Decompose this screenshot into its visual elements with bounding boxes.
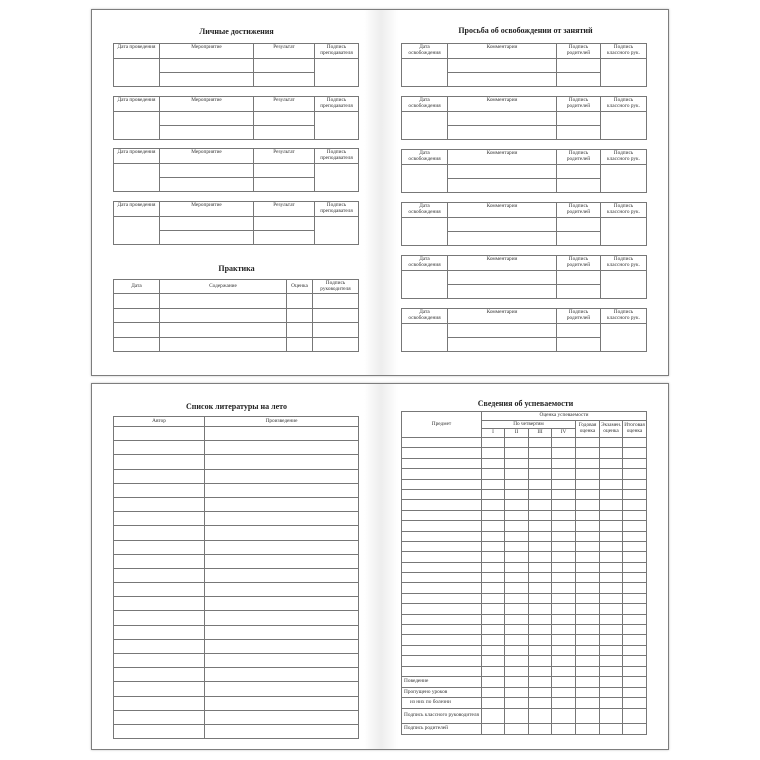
page-right-exemption [381,10,670,375]
table-row [114,696,359,710]
exemption-header-comment: Комментарии [448,203,557,218]
performance-row-behavior-label: Поведение [402,676,482,687]
diary-spread-top [91,9,669,376]
exemption-header-teacher-signature: Подпись классного рук. [601,203,647,218]
exemption-table [401,43,647,87]
exemption-table [401,149,647,193]
achievements-header-date: Дата проведения [114,202,160,217]
table-row [114,568,359,582]
table-row [402,112,647,126]
table-row [114,427,359,441]
table-row [402,271,647,285]
exemption-table [401,202,647,246]
performance-header-exam: Экзамен. оценка [600,421,623,438]
exemption-header-date: Дата освобождения [402,44,448,59]
table-row [114,710,359,724]
exemption-header-parent-signature: Подпись родителей [557,97,601,112]
page-left-reading-list [92,384,381,749]
achievements-header-result: Результат [254,149,315,164]
reading-header-author: Автор [114,417,205,427]
table-row [402,656,647,666]
performance-quarter-2: II [505,429,529,438]
table-row [114,512,359,526]
table-row [402,697,647,708]
table-row [114,668,359,682]
table-row [114,112,359,126]
table-row [114,654,359,668]
exemption-title: Просьба об освобождении от занятий [458,26,593,35]
exemption-header-teacher-signature: Подпись классного рук. [601,44,647,59]
exemption-header-parent-signature: Подпись родителей [557,44,601,59]
table-row [114,455,359,469]
performance-header-annual: Годовая оценка [576,421,600,438]
performance-row-missed-illness-label: из них по болезни [402,697,482,708]
exemption-header-date: Дата освобождения [402,309,448,324]
table-row [114,483,359,497]
exemption-header-parent-signature: Подпись родителей [557,203,601,218]
table-row [402,448,647,458]
exemption-header-date: Дата освобождения [402,256,448,271]
table-row [114,59,359,73]
achievements-table [113,43,359,87]
table-row [402,562,647,572]
table-row [402,500,647,510]
achievements-header-event: Мероприятие [160,149,254,164]
table-row [114,611,359,625]
performance-row-teacher-signature-label: Подпись классного руководителя [402,708,482,723]
exemption-header-date: Дата освобождения [402,203,448,218]
exemption-header-comment: Комментарии [448,256,557,271]
table-row [402,324,647,338]
table-row [402,458,647,468]
practice-table [113,279,359,352]
table-row [402,593,647,603]
table-row [114,338,359,352]
table-row [114,639,359,653]
table-row [114,497,359,511]
performance-header-quarters: По четвертям [482,421,576,429]
table-row [114,540,359,554]
achievements-header-signature: Подпись преподавателя [315,202,359,217]
table-row [402,510,647,520]
exemption-header-comment: Комментарии [448,309,557,324]
achievements-header-date: Дата проведения [114,44,160,59]
reading-header-work: Произведение [205,417,359,427]
reading-table [113,416,359,739]
exemption-header-teacher-signature: Подпись классного рук. [601,309,647,324]
table-row [114,526,359,540]
achievements-header-event: Мероприятие [160,97,254,112]
table-row [402,479,647,489]
practice-header-signature: Подпись руководителя [313,280,359,294]
exemption-header-comment: Комментарии [448,44,557,59]
performance-row-missed-lessons-label: Пропущено уроков [402,687,482,697]
achievements-header-signature: Подпись преподавателя [315,149,359,164]
practice-header-date: Дата [114,280,160,294]
table-row [402,531,647,541]
table-row [402,438,647,448]
performance-title: Сведения об успеваемости [477,399,574,408]
table-row [402,521,647,531]
table-row [402,165,647,179]
performance-row-parent-signature-label: Подпись родителей [402,723,482,734]
table-row [114,724,359,738]
table-row [402,541,647,551]
table-row [402,614,647,624]
reading-title: Список литературы на лето [186,402,287,411]
achievements-header-result: Результат [254,97,315,112]
table-row [402,552,647,562]
table-row [114,164,359,178]
exemption-table [401,255,647,299]
table-row [114,294,359,309]
table-row [114,469,359,483]
practice-header-grade: Оценка [287,280,313,294]
table-row [114,323,359,338]
table-row [402,625,647,635]
exemption-header-comment: Комментарии [448,150,557,165]
achievements-table [113,96,359,140]
exemption-header-teacher-signature: Подпись классного рук. [601,150,647,165]
exemption-header-date: Дата освобождения [402,150,448,165]
table-row [402,573,647,583]
table-row [402,645,647,655]
performance-header-final: Итоговая оценка [623,421,647,438]
practice-title: Практика [218,264,255,273]
achievements-header-result: Результат [254,202,315,217]
table-row [402,666,647,676]
achievements-header-date: Дата проведения [114,149,160,164]
practice-header-content: Содержание [160,280,287,294]
performance-table [401,411,647,735]
table-row [402,676,647,687]
table-row [114,441,359,455]
table-row [402,635,647,645]
achievements-header-signature: Подпись преподавателя [315,97,359,112]
exemption-header-parent-signature: Подпись родителей [557,256,601,271]
performance-quarter-1: I [482,429,505,438]
page-right-performance [381,384,670,749]
table-row [114,597,359,611]
table-row [402,489,647,499]
table-row [114,309,359,323]
table-row [402,469,647,479]
performance-header-grades: Оценка успеваемости [482,412,647,421]
table-row [402,59,647,73]
achievements-header-event: Мероприятие [160,202,254,217]
table-row [402,723,647,734]
table-row [114,682,359,696]
page-left-achievements [92,10,381,375]
table-row [402,708,647,723]
achievements-table [113,201,359,245]
achievements-table [113,148,359,192]
table-row [114,554,359,568]
exemption-header-parent-signature: Подпись родителей [557,150,601,165]
exemption-header-comment: Комментарии [448,97,557,112]
exemption-header-teacher-signature: Подпись классного рук. [601,256,647,271]
table-row [114,625,359,639]
achievements-title: Личные достижения [199,27,274,36]
table-row [402,687,647,697]
table-row [402,604,647,614]
table-row [402,218,647,232]
exemption-table [401,96,647,140]
exemption-header-date: Дата освобождения [402,97,448,112]
diary-spread-bottom [91,383,669,750]
exemption-header-teacher-signature: Подпись классного рук. [601,97,647,112]
exemption-table [401,308,647,352]
table-row [402,583,647,593]
performance-quarter-4: IV [552,429,576,438]
table-row [114,583,359,597]
table-row [114,217,359,231]
exemption-header-parent-signature: Подпись родителей [557,309,601,324]
achievements-header-event: Мероприятие [160,44,254,59]
achievements-header-date: Дата проведения [114,97,160,112]
achievements-header-signature: Подпись преподавателя [315,44,359,59]
performance-quarter-3: III [529,429,552,438]
performance-header-subject: Предмет [402,412,482,438]
achievements-header-result: Результат [254,44,315,59]
